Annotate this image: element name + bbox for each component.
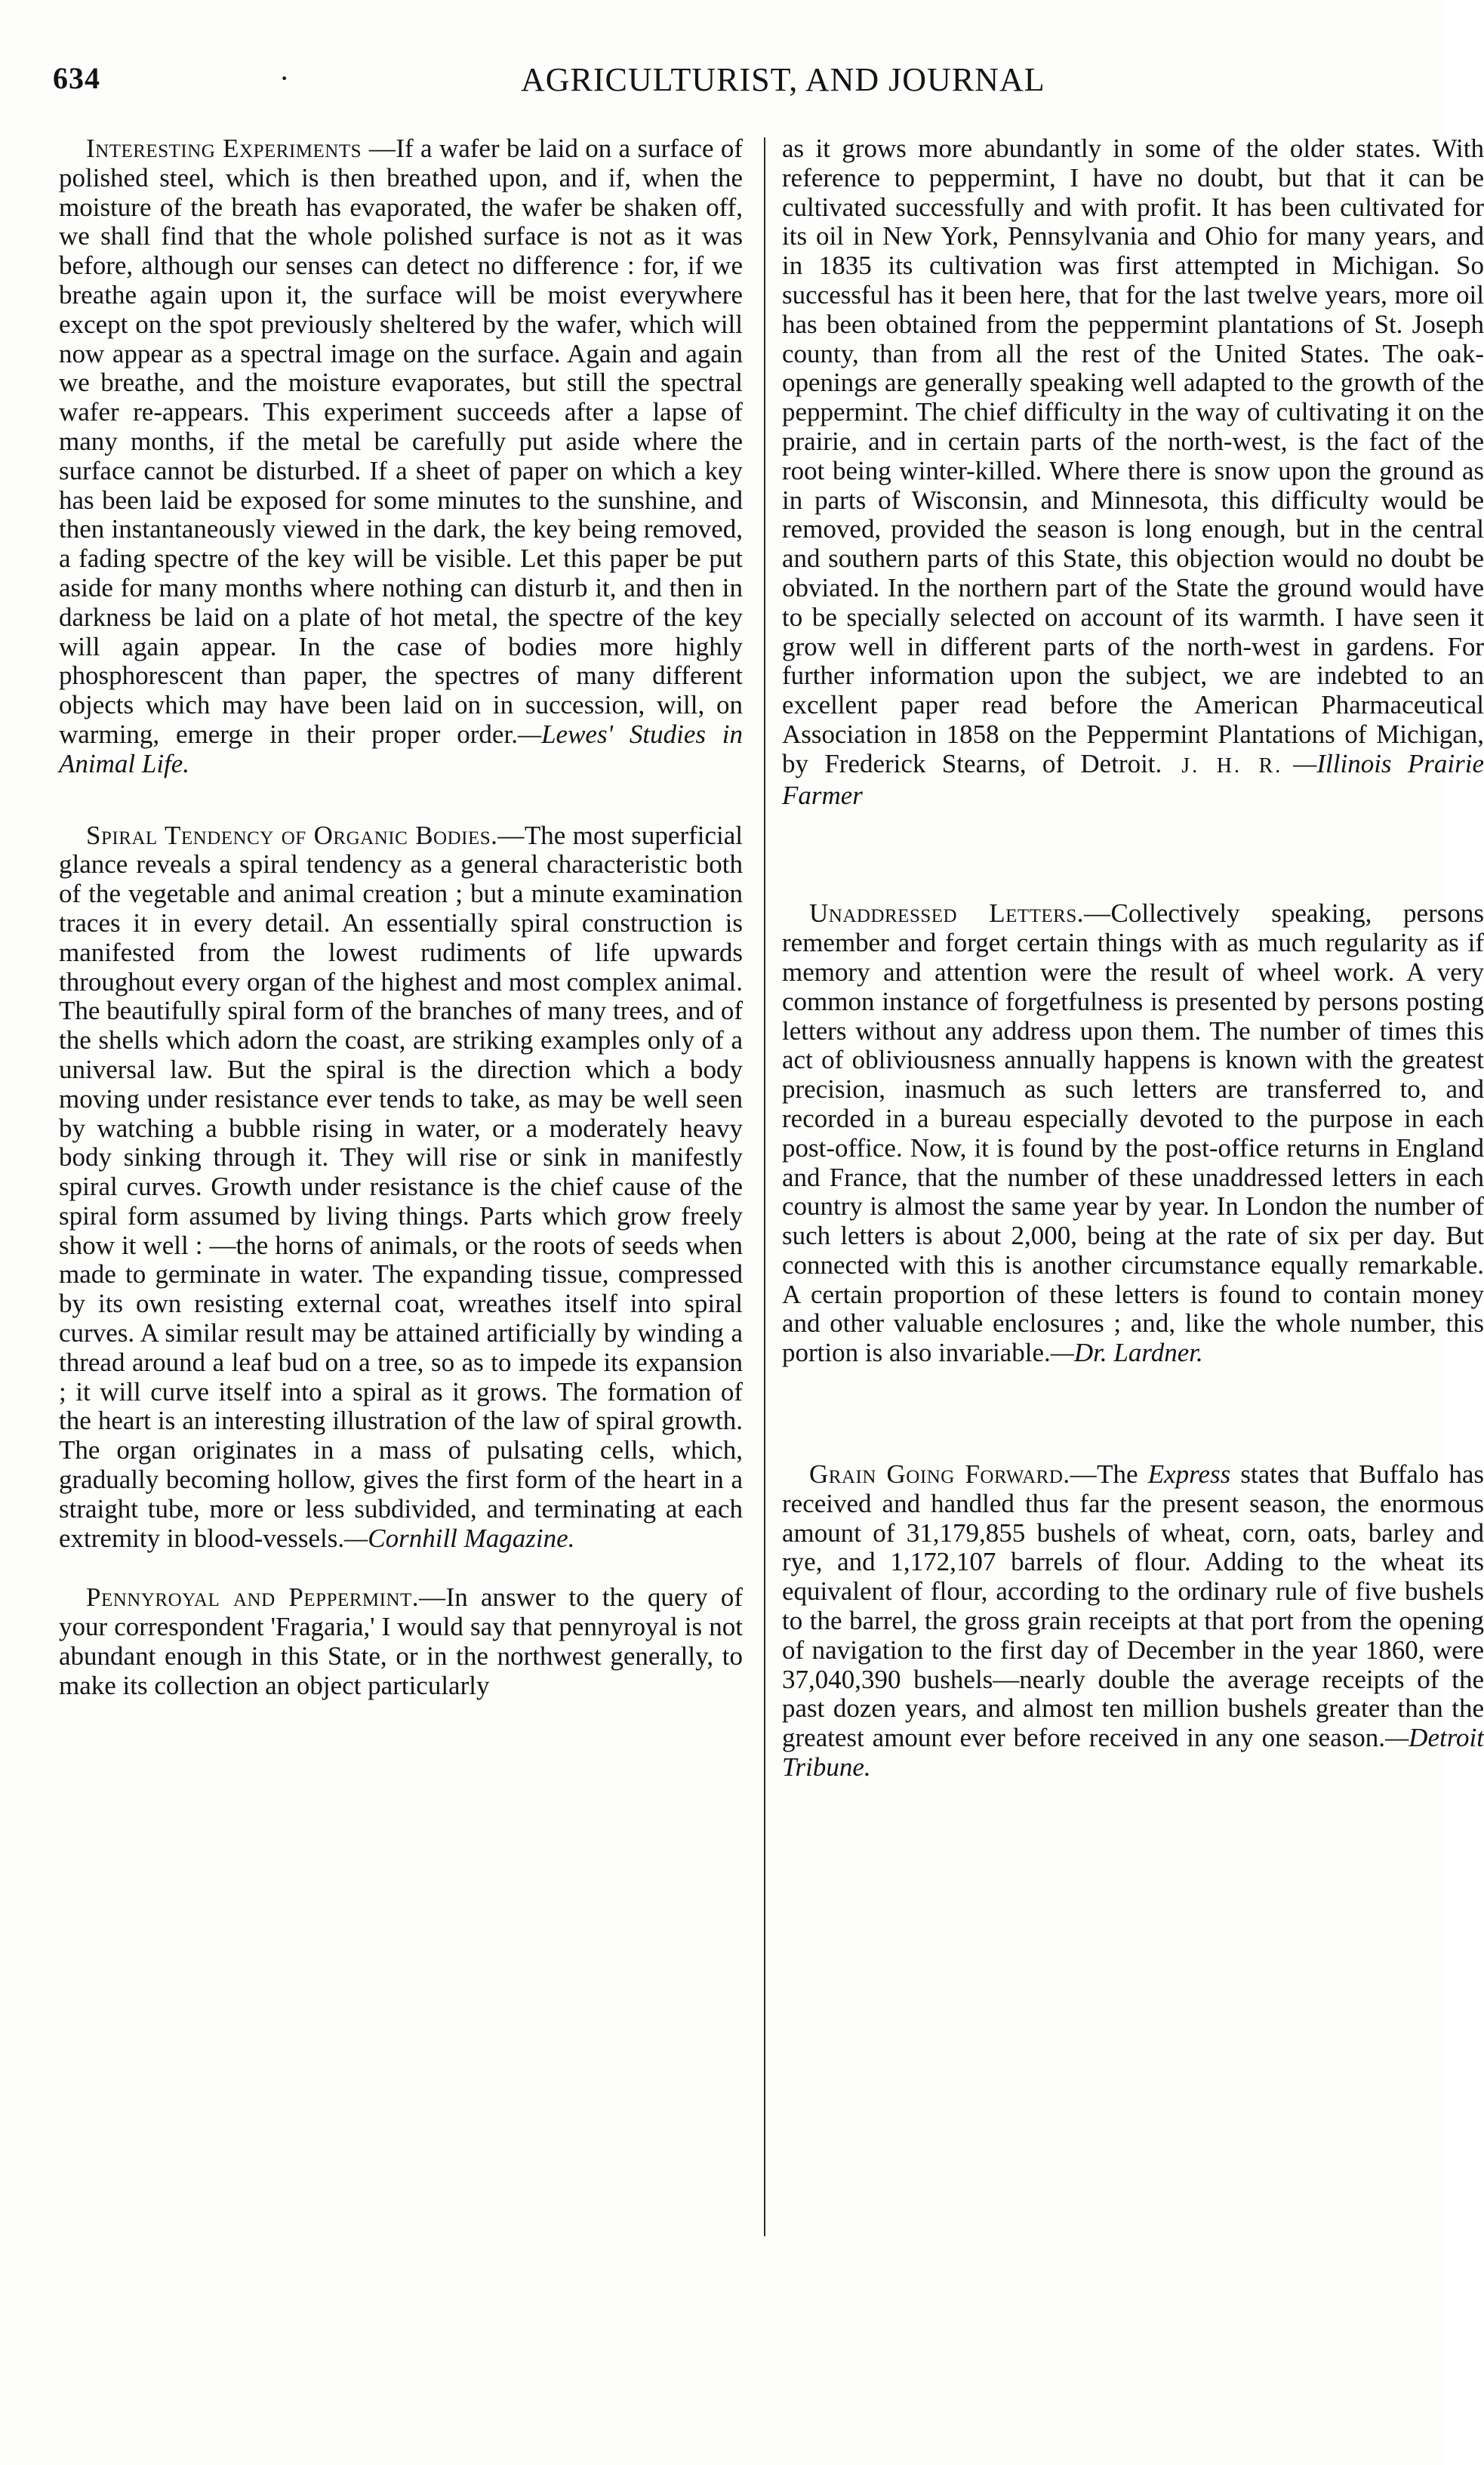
article-credit: —Cornhill Magazine. <box>344 1523 575 1553</box>
article-paragraph <box>782 1460 1484 1783</box>
article-paragraph <box>782 134 1484 810</box>
article-heading: Unaddressed Letters.— <box>809 898 1111 929</box>
article-spiral-tendency <box>59 821 743 1554</box>
article-body: The <box>1097 1459 1148 1490</box>
article-body: If a wafer be laid on a surface of polished steel, which is then breathed upon, and if, when the moisture of the breath has evaporated, the wafer be shaken off, we shall find that the whole polished surface is not as it was before, although our senses can detect no difference : for, if we breathe again upon it, the surface will be moist everywhere except on the spot previously sheltered by the wafer, which will now appear as a spectral image on the surface. Again and again we breathe, and the moisture evaporates, but still the spectral wafer re-appears. This experiment succeeds after a lapse of many months, if the metal be carefully put aside where the surface cannot be disturbed. If a sheet of paper on which a key has been laid be exposed for some minutes to the sunshine, and then instantaneously viewed in the dark, the key being removed, a fading spectre of the key will be visible. Let this paper be put aside for many months where nothing can disturb it, and then in darkness be laid on a plate of hot metal, the spectre of the key will again appear. In the case of bodies more highly phosphorescent than paper, the spectres of many different objects which may have been laid on in succession, will, on warming, emerge in their proper order. <box>59 134 743 749</box>
running-header <box>53 60 1049 106</box>
article-pennyroyal <box>59 1583 743 1700</box>
article-body: states that Buffalo has received and handled thus far the present season, the enormous amount of 31,179,855 bushels of wheat, corn, oats, barley and rye, and 1,172,107 barrels of flour. Adding to the wheat its equivalent of flour, according to the ordinary rule of five bushels to the barrel, the gross grain receipts at that port from the opening of navigation to the first day of December in the year 1860, were 37,040,390 bushels—nearly double the average receipts of the past dozen years, and almost ten million bushels greater than the greatest amount ever before received in any one season. <box>782 1459 1484 1753</box>
article-pennyroyal-continued <box>782 134 1484 810</box>
article-credit: —Lewes' Studies in Animal Life. <box>59 719 744 778</box>
article-body: In answer to the query of your correspondent 'Fragaria,' I would say that pennyroyal is not abundant enough in this State, or in the northwest generally, to make its collection an object particularly <box>59 1582 743 1700</box>
publication-title: AGRICULTURIST, AND JOURNAL <box>521 61 1045 98</box>
author-initials: J. H. R. <box>1181 753 1283 778</box>
article-interesting-experiments <box>59 134 743 779</box>
article-paragraph <box>59 821 743 1554</box>
article-body: Collectively speaking, persons remember and forget certain things with as much regularity as if memory and attention were the result of wheel work. A very common instance of forgetfulness is presented by persons posting letters without any address upon them. The number of times this act of obliviousness annually happens is known with the greatest precision, inasmuch as such letters are transferred to, and recorded in a bureau especially devoted to the purpose in each post-office. Now, it is found by the post-office returns in England and France, that the number of these unaddressed letters in each country is almost the same year by year. In London the number of such letters is about 2,000, being at the rate of six per day. But connected with this is another circumstance equally remarkable. A certain proportion of these letters is found to contain money and other valuable enclosures ; and, like the whole number, this portion is also invariable. <box>782 898 1484 1368</box>
article-credit: —Dr. Lardner. <box>1050 1338 1203 1368</box>
article-paragraph <box>59 1583 743 1700</box>
article-heading: Grain Going Forward.— <box>809 1459 1098 1490</box>
left-column <box>59 134 743 1701</box>
right-column <box>782 134 1484 2445</box>
article-paragraph <box>59 134 743 779</box>
right-column-inner <box>782 134 1484 1783</box>
article-paragraph <box>782 899 1484 1368</box>
article-unaddressed-letters <box>782 899 1484 1368</box>
article-heading: Interesting Experiments — <box>86 134 396 163</box>
article-credit: —Detroit Tribune. <box>782 1723 1484 1783</box>
article-body: as it grows more abundantly in some of the older states. With reference to peppermint, I have no doubt, but that it can be cultivated successfully and with profit. It has been cultivated for its oil in New York, Pennsylvania and Ohio for many years, and in 1835 its cultivation was first attempted in Michigan. So successful has it been here, that for the last twelve years, more oil has been obtained from the peppermint plantations of St. Joseph county, than from all the rest of the United States. The oak-openings are generally speaking well adapted to the growth of the peppermint. The chief difficulty in the way of cultivating it on the prairie, and in certain parts of the north-west, is the fact of the root being winter-killed. Where there is snow upon the ground as in parts of Wisconsin, and Minnesota, this difficulty would be removed, provided the season is long enough, but in the central and southern parts of this State, this objection would no doubt be obviated. In the northern part of the State the ground would have to be specially selected on account of its warmth. I have seen it grow well in different parts of the north-west in gardens. For further information upon the subject, we are indebted to an excellent paper read before the American Pharmaceutical Association in 1858 on the Peppermint Plantations of Michigan, by Frederick Stearns, of Detroit. <box>782 134 1484 778</box>
article-heading: Spiral Tendency of Organic Bodies.— <box>86 820 525 850</box>
article-credit: —Illinois Prairie Farmer <box>782 748 1484 810</box>
column-divider <box>764 137 765 2236</box>
article-heading: Pennyroyal and Peppermint.— <box>86 1582 446 1613</box>
article-grain-going-forward <box>782 1460 1484 1783</box>
newspaper-name: Express <box>1147 1459 1231 1490</box>
article-body: The most superficial glance reveals a spiral tendency as a general characteristic both of the vegetable and animal creation ; but a minute examination traces it in every detail. An essentially spiral construction is manifested from the lowest rudiments of life upwards throughout every organ of the highest and most complex animal. The beautifully spiral form of the branches of many trees, and of the shells which adorn the coast, are striking examples only of a universal law. But the spiral is the direction which a body moving under resistance ever tends to take, as may be well seen by watching a bubble rising in water, or a moderately heavy body sinking through it. They will rise or sink in manifestly spiral curves. Growth under resistance is the chief cause of the spiral form assumed by living things. Parts which grow freely show it well : —the horns of animals, or the roots of seeds when made to germinate in water. The expanding tissue, compressed by its own resisting external coat, wreathes itself into spiral curves. A similar result may be attained artificially by winding a thread around a leaf bud on a tree, so as to impede its expansion ; it will curve itself into a spiral as it grows. The formation of the heart is an interesting illustration of the law of spiral growth. The organ originates in a mass of pulsating cells, which, gradually becoming hollow, gives the first form of the heart in a straight tube, more or less subdivided, and terminating at each extremity in blood-vessels. <box>59 820 743 1553</box>
page-number: 634 <box>53 61 100 95</box>
header-dot: · <box>279 61 290 95</box>
